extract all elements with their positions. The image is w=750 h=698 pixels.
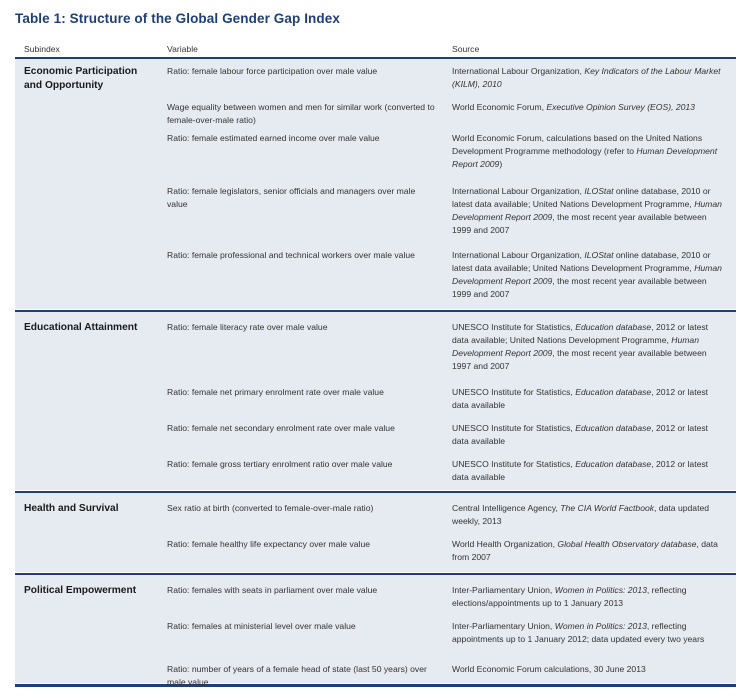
variable-cell: Wage equality between women and men for similar work (converted to female-over-male ratio) <box>167 102 435 125</box>
source-cell <box>452 538 722 564</box>
source-cell <box>452 65 722 91</box>
source-text: online database, 2010 or latest data available; United Nations Development Programme, <box>452 186 711 209</box>
variable-cell: Ratio: female gross tertiary enrolment ratio over male value <box>167 459 393 469</box>
source-text: , the most recent year available between 1999 and 2007 <box>452 276 707 299</box>
source-title: Education database <box>575 459 652 469</box>
source-title: Global Health Observatory database <box>557 539 697 549</box>
subindex-label: Economic Participation and Opportunity <box>24 66 138 91</box>
variable-cell: Ratio: female professional and technical workers over male value <box>167 250 415 260</box>
source-text: Central Intelligence Agency, <box>452 503 561 513</box>
source-cell <box>452 458 722 484</box>
variable-cell: Ratio: female net secondary enrolment rate over male value <box>167 423 395 433</box>
source-text: Inter-Parliamentary Union, <box>452 585 555 595</box>
table-header <box>15 44 735 58</box>
source-title: ILOStat <box>584 250 614 260</box>
source-text: , reflecting appointments up to 1 January 2012; data updated every two years <box>452 621 705 644</box>
source-text: World Economic Forum, calculations based on the United Nations Development Programme methodology (refer to <box>452 133 703 156</box>
variable-cell: Ratio: females with seats in parliament over male value <box>167 585 378 595</box>
source-title: Women in Politics: 2013 <box>554 585 647 595</box>
source-cell <box>452 422 722 448</box>
source-text: online database, 2010 or latest data available; United Nations Development Programme, <box>452 250 711 273</box>
source-cell <box>452 663 722 676</box>
source-text: Inter-Parliamentary Union, <box>452 621 555 631</box>
source-cell <box>452 101 722 114</box>
source-text: , 2012 or latest data available <box>452 423 709 446</box>
source-title: Education database <box>575 423 652 433</box>
column-header-source: Source <box>452 44 480 54</box>
source-text: , reflecting elections/appointments up to 1 January 2013 <box>452 585 687 608</box>
variable-cell: Ratio: female healthy life expectancy over male value <box>167 539 371 549</box>
column-header-subindex: Subindex <box>24 44 60 54</box>
table-title: Table 1: Structure of the Global Gender Gap Index <box>15 11 340 26</box>
source-cell <box>452 386 722 412</box>
source-title: Women in Politics: 2013 <box>554 621 647 631</box>
source-title: The CIA World Factbook <box>560 503 655 513</box>
source-text: UNESCO Institute for Statistics, <box>452 387 576 397</box>
source-text: , the most recent year available between 1999 and 2007 <box>452 212 707 235</box>
source-text: , 2012 or latest data available <box>452 459 709 482</box>
source-text: , 2012 or latest data available <box>452 387 709 410</box>
source-cell <box>452 185 722 237</box>
variable-cell: Ratio: female estimated earned income over male value <box>167 133 380 143</box>
variable-cell: Ratio: female net primary enrolment rate over male value <box>167 387 384 397</box>
source-text: UNESCO Institute for Statistics, <box>452 322 576 332</box>
source-cell <box>452 132 722 171</box>
source-title: Key Indicators of the Labour Market (KILM), 2010 <box>452 66 721 89</box>
variable-cell: Ratio: female legislators, senior officials and managers over male value <box>167 186 416 209</box>
source-cell <box>452 584 722 610</box>
source-text: World Economic Forum calculations, 30 June 2013 <box>452 664 646 674</box>
source-text: , the most recent year available between 1997 and 2007 <box>452 348 707 371</box>
source-cell <box>452 321 722 373</box>
variable-cell: Ratio: females at ministerial level over male value <box>167 621 356 631</box>
source-text: World Economic Forum, <box>452 102 547 112</box>
source-text: World Health Organization, <box>452 539 558 549</box>
source-title: ILOStat <box>584 186 614 196</box>
variable-cell: Ratio: female labour force participation over male value <box>167 66 378 76</box>
source-title: Human Development Report 2009 <box>452 146 718 169</box>
source-cell <box>452 249 722 301</box>
source-text: , data updated weekly, 2013 <box>452 503 710 526</box>
source-text: International Labour Organization, <box>452 250 585 260</box>
subindex-label: Health and Survival <box>24 503 119 514</box>
source-title: Human Development Report 2009 <box>452 263 722 286</box>
source-cell <box>452 620 722 646</box>
source-title: Education database <box>575 387 652 397</box>
source-title: Executive Opinion Survey (EOS), 2013 <box>546 102 695 112</box>
source-cell <box>452 502 722 528</box>
source-text: International Labour Organization, <box>452 66 585 76</box>
source-text: , data from 2007 <box>452 539 718 562</box>
source-text: , 2012 or latest data available; United Nations Development Programme, <box>452 322 709 345</box>
source-title: Education database <box>575 322 652 332</box>
source-title: Human Development Report 2009 <box>452 199 722 222</box>
source-title: Human Development Report 2009 <box>452 335 699 358</box>
source-text: UNESCO Institute for Statistics, <box>452 423 576 433</box>
variable-cell: Ratio: female literacy rate over male value <box>167 322 328 332</box>
subindex-label: Educational Attainment <box>24 322 138 333</box>
source-text: International Labour Organization, <box>452 186 585 196</box>
subindex-label: Political Empowerment <box>24 585 137 596</box>
variable-cell: Sex ratio at birth (converted to female-over-male ratio) <box>167 503 374 513</box>
source-text: UNESCO Institute for Statistics, <box>452 459 576 469</box>
source-text: ) <box>499 159 503 169</box>
column-header-variable: Variable <box>167 44 198 54</box>
variable-cell: Ratio: number of years of a female head of state (last 50 years) over male value <box>167 664 427 687</box>
